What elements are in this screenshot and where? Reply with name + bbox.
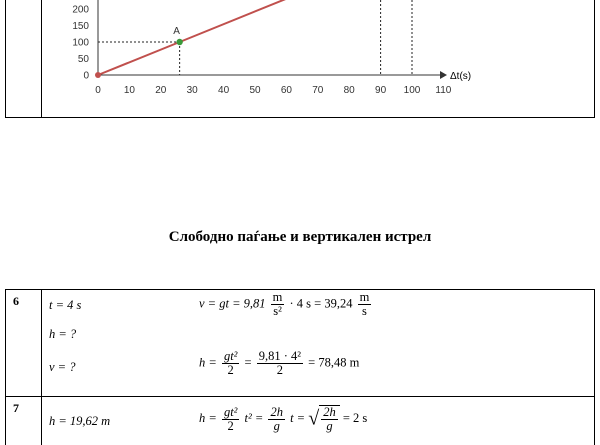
x-tick-label: 100 <box>403 85 421 96</box>
problems-table-row-divider <box>5 396 595 397</box>
x-tick-label: 60 <box>280 85 292 96</box>
problems-table-right-border <box>594 289 595 445</box>
problem-number: 6 <box>13 294 19 308</box>
y-tick-label: 50 <box>77 54 89 65</box>
x-tick-label: 30 <box>186 85 198 96</box>
equation-text: = <box>244 355 252 370</box>
point-a-label: A <box>173 26 180 37</box>
origin-point <box>95 72 101 78</box>
y-tick-label: 100 <box>72 37 89 49</box>
fraction-denominator: s <box>362 304 367 318</box>
equation-text: h = <box>199 355 217 370</box>
unit-fraction <box>358 291 372 318</box>
sqrt-radicand <box>319 405 340 433</box>
given-value: t = 4 s <box>49 298 82 312</box>
fraction-numerator: 2h <box>270 404 283 419</box>
fraction-denominator: 2 <box>227 418 234 433</box>
y-tick-label: 200 <box>72 4 89 16</box>
x-axis-arrow-icon <box>440 71 447 79</box>
fraction-denominator: 2 <box>276 363 283 377</box>
formula-fraction <box>222 406 239 433</box>
height-equation <box>199 350 359 377</box>
section-title: Слободно паѓање и вертикален истрел <box>168 229 432 245</box>
fraction-numerator: 2h <box>323 405 336 419</box>
fraction-numerator: m <box>359 290 370 304</box>
fraction-numerator: gt² <box>223 349 238 363</box>
problem-number: 7 <box>13 401 19 415</box>
fraction-denominator: s² <box>273 304 282 318</box>
problems-table-inner-border <box>41 289 42 445</box>
fraction-numerator: m <box>272 290 283 304</box>
formula-fraction <box>268 406 285 433</box>
equation-text: t² = <box>244 410 264 425</box>
problems-table-left-border <box>5 289 6 445</box>
velocity-chart <box>0 0 600 118</box>
x-tick-label: 0 <box>95 85 101 96</box>
y-tick-label: 150 <box>72 21 89 32</box>
equation-text: v = gt = 9,81 <box>199 296 266 311</box>
equation-text: t = <box>290 410 306 425</box>
time-equation <box>199 405 367 433</box>
formula-fraction <box>321 406 338 433</box>
x-tick-label: 20 <box>155 85 167 96</box>
fraction-denominator: g <box>326 419 333 433</box>
x-tick-label: 80 <box>343 85 355 96</box>
equation-text: = 2 s <box>342 410 368 425</box>
x-tick-label: 40 <box>218 85 230 96</box>
fraction-denominator: 2 <box>227 363 234 377</box>
equation-text: · 4 s = 39,24 <box>289 296 353 311</box>
given-value: h = 19,62 m <box>49 414 111 428</box>
formula-fraction <box>257 350 303 377</box>
x-tick-label: 10 <box>123 85 135 96</box>
given-value: h = ? <box>49 327 77 341</box>
y-tick-label: 0 <box>83 70 89 82</box>
fraction-denominator: g <box>273 418 280 433</box>
fraction-numerator: 9,81 · 4² <box>258 349 302 363</box>
sqrt-icon: √ <box>308 407 320 430</box>
problems-table-top-border <box>5 289 595 290</box>
unit-fraction <box>271 291 285 318</box>
x-tick-label: 110 <box>435 85 452 96</box>
x-axis-label: Δt(s) <box>450 71 472 82</box>
equation-text: = 78,48 m <box>308 355 360 370</box>
x-tick-label: 50 <box>249 85 261 96</box>
x-tick-label: 70 <box>312 85 324 96</box>
equation-text: h = <box>199 410 217 425</box>
velocity-equation <box>199 291 373 318</box>
series-line <box>98 0 290 75</box>
given-value: v = ? <box>49 360 76 374</box>
fraction-numerator: gt² <box>223 404 238 419</box>
x-tick-label: 90 <box>375 85 387 96</box>
point-a <box>176 39 182 45</box>
formula-fraction <box>222 350 239 377</box>
